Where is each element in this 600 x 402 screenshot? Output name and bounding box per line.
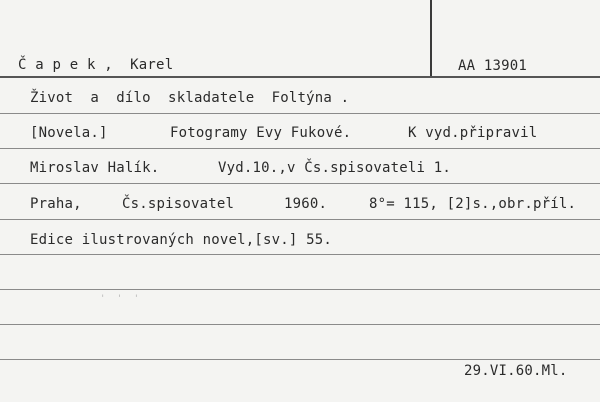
- rule-7: [0, 324, 600, 325]
- rule-2: [0, 148, 600, 149]
- series-line: Edice ilustrovaných novel,[sv.] 55.: [30, 232, 333, 248]
- call-number: AA 13901: [458, 58, 528, 74]
- editor-name: Miroslav Halík.: [30, 160, 160, 176]
- rule-6: [0, 289, 600, 290]
- rule-5: [0, 254, 600, 255]
- vertical-rule: [430, 0, 432, 77]
- rule-1: [0, 113, 600, 114]
- edition-note: Vyd.10.,v Čs.spisovateli 1.: [218, 160, 451, 176]
- rule-8: [0, 359, 600, 360]
- illustrator-note: Fotogramy Evy Fukové.: [170, 125, 352, 141]
- editor-note: K vyd.připravil: [408, 125, 538, 141]
- date-stamp: 29.VI.60.Ml.: [464, 363, 568, 379]
- place: Praha,: [30, 196, 82, 212]
- rule-heading: [0, 76, 600, 78]
- year: 1960.: [284, 196, 328, 212]
- collation: 8°= 115, [2]s.,obr.příl.: [369, 196, 577, 212]
- genre-note: [Novela.]: [30, 125, 108, 141]
- publisher: Čs.spisovatel: [122, 196, 235, 212]
- rule-3: [0, 183, 600, 184]
- faint-marks: ' ' ': [100, 294, 143, 304]
- rule-4: [0, 219, 600, 220]
- title-line: Život a dílo skladatele Foltýna .: [30, 90, 350, 106]
- author-heading: Č a p e k , Karel: [18, 57, 174, 73]
